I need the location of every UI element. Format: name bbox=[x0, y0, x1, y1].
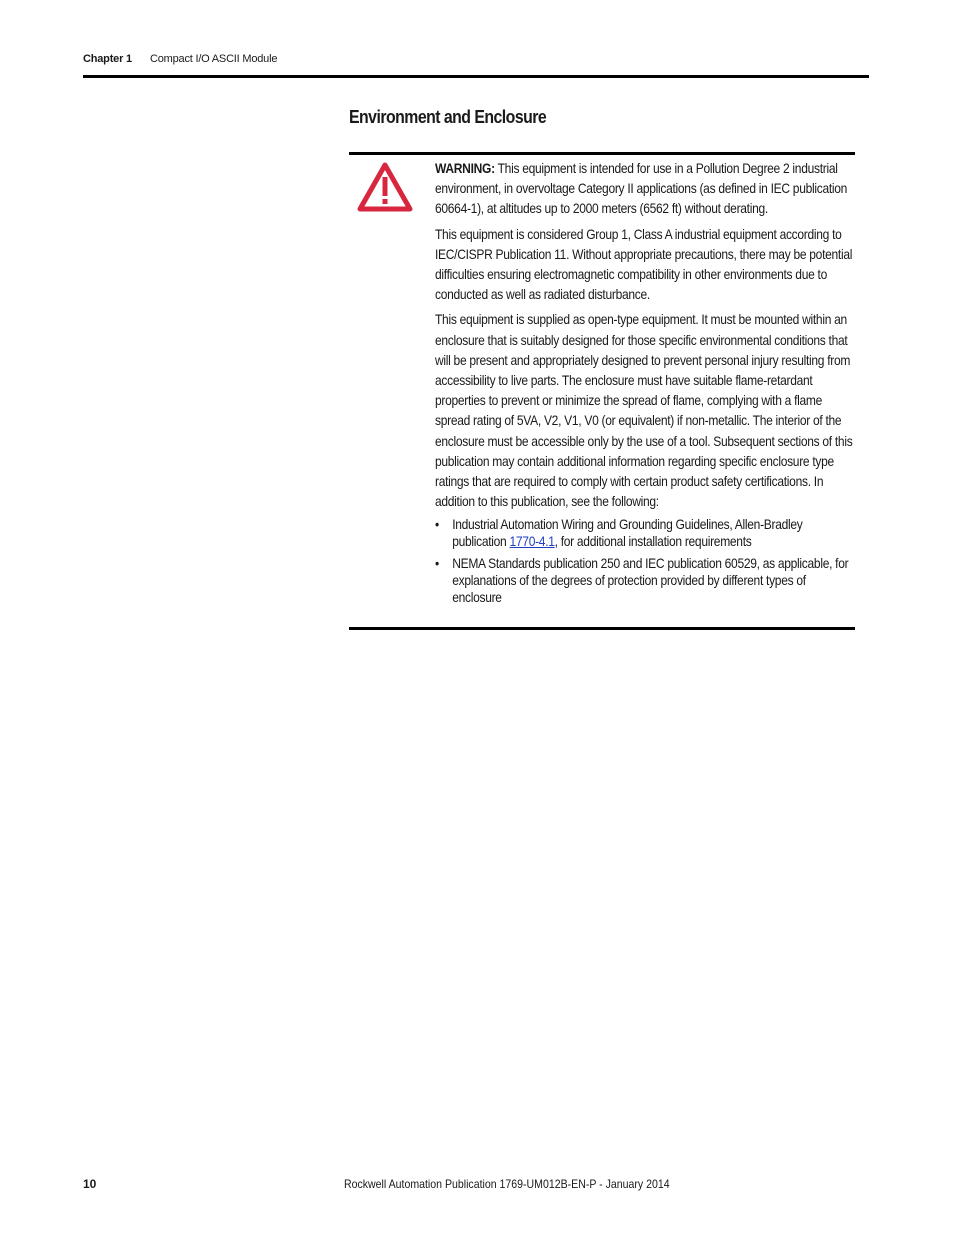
chapter-title: Compact I/O ASCII Module bbox=[150, 53, 278, 65]
page-footer bbox=[83, 1177, 869, 1193]
page-number: 10 bbox=[83, 1177, 97, 1191]
warning-paragraph-2: This equipment is considered Group 1, Class A industrial equipment according to IEC/CISPR Publication 11. Without appropriate precautions, there may be potential difficulties ensuring electromagnetic compatibility in other environments due to conducted as well as radiated disturbance. bbox=[435, 225, 853, 303]
list-item-text: Industrial Automation Wiring and Grounding Guidelines, Allen-Bradley publication bbox=[452, 516, 803, 550]
list-item: • NEMA Standards publication 250 and IEC publication 60529, as applicable, for explanations of the degrees of protection provided by different types of enclosure bbox=[435, 555, 855, 606]
publication-info: Rockwell Automation Publication 1769-UM012B-EN-P - January 2014 bbox=[344, 1177, 670, 1191]
list-item-text: , for additional installation requirements bbox=[554, 533, 752, 550]
warning-box bbox=[349, 152, 855, 630]
reference-list bbox=[435, 516, 855, 606]
warning-paragraph-1-text: This equipment is intended for use in a Pollution Degree 2 industrial environment, in overvoltage Category II applications (as defined in IEC publication 60664-1), at altitudes up to 2000 meters (6562 ft) without derating. bbox=[435, 160, 848, 217]
warning-triangle-icon bbox=[357, 161, 413, 213]
list-item bbox=[435, 516, 855, 550]
warning-text bbox=[435, 158, 855, 611]
warning-lead: WARNING: bbox=[435, 160, 495, 176]
warning-paragraph-3: This equipment is supplied as open-type equipment. It must be mounted within an enclosure that is suitably designed for those specific environmental conditions that will be present and appropriately designed to prevent personal injury resulting from accessibility to live parts. The enclosure must have suitable flame-retardant properties to prevent or minimize the spread of flame, complying with a flame spread rating of 5VA, V2, V1, V0 (or equivalent) if non-metallic. The interior of the enclosure must be accessible only by the use of a tool. Subsequent sections of this publication may contain additional information regarding specific enclosure type ratings that are required to comply with certain product safety certifications. In addition to this publication, see the following: bbox=[435, 311, 853, 510]
warning-paragraph-1 bbox=[435, 158, 855, 219]
chapter-label: Chapter 1 bbox=[83, 53, 132, 65]
publication-link[interactable]: 1770-4.1 bbox=[509, 533, 555, 550]
section-title: Environment and Enclosure bbox=[349, 107, 547, 127]
page-header bbox=[83, 53, 869, 78]
